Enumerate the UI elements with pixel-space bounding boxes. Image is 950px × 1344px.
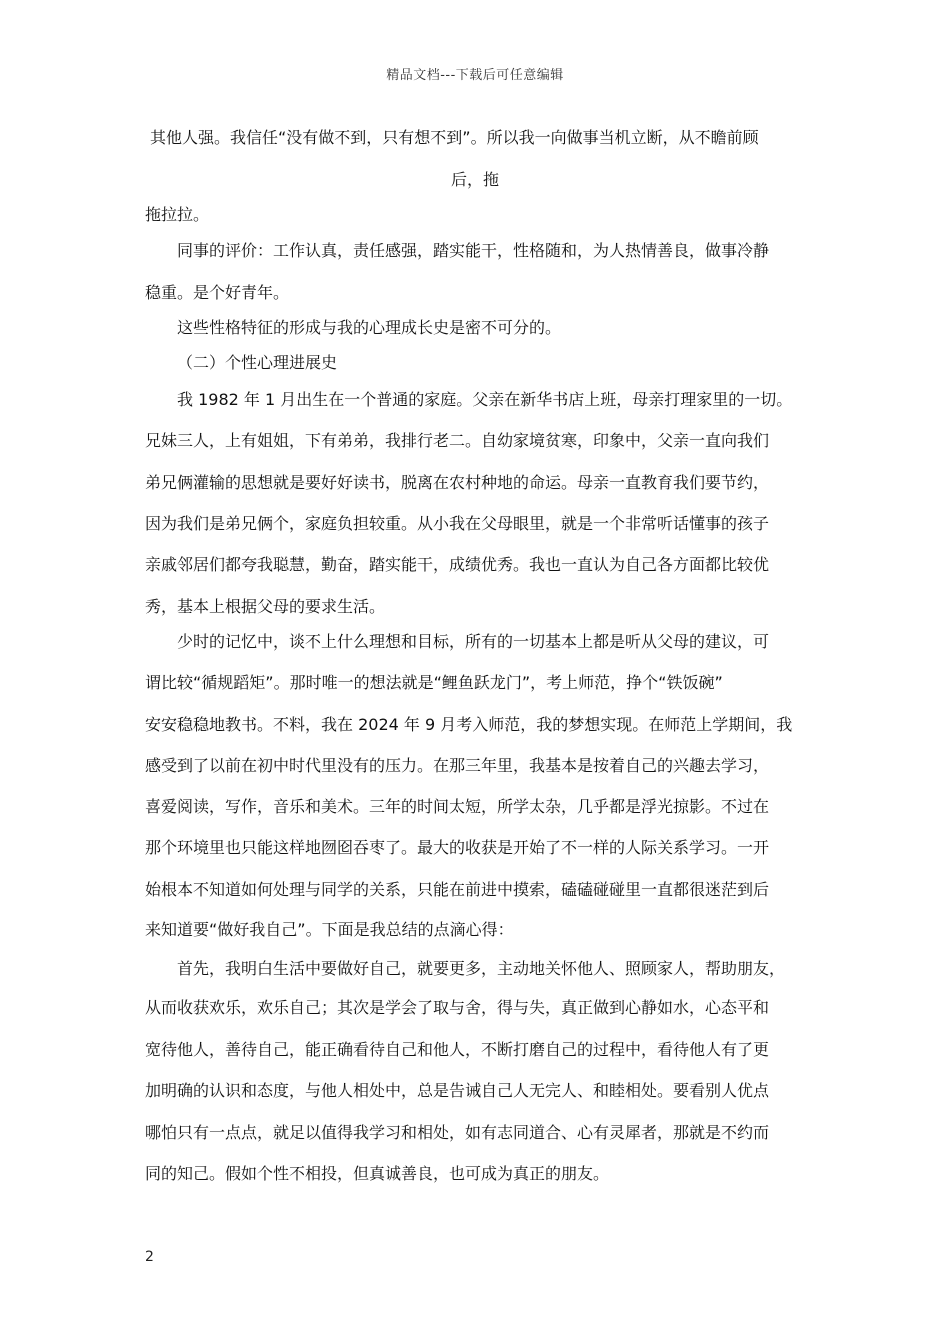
text-line: 同事的评价：工作认真，责任感强，踏实能干，性格随和，为人热情善良，做事冷静 bbox=[177, 241, 770, 260]
text-line: 安安稳稳地教书。不料，我在 2024 年 9 月考入师范，我的梦想实现。在师范上学期间，我 bbox=[145, 715, 793, 734]
text-line: 弟兄俩灌输的思想就是要好好读书，脱离在农村种地的命运。母亲一直教育我们要节约， bbox=[145, 473, 770, 492]
page-header: 精品文档---下载后可任意编辑 bbox=[386, 68, 564, 83]
text-line: 亲戚邻居们都夸我聪慧，勤奋，踏实能干，成绩优秀。我也一直认为自己各方面都比较优 bbox=[145, 555, 770, 574]
text-line: 宽待他人，善待自己，能正确看待自己和他人，不断打磨自己的过程中，看待他人有了更 bbox=[145, 1040, 770, 1059]
text-line: 我 1982 年 1 月出生在一个普通的家庭。父亲在新华书店上班，母亲打理家里的一切。 bbox=[177, 390, 793, 409]
text-line: 谓比较“循规蹈矩”。那时唯一的想法就是“鲤鱼跃龙门”，考上师范，挣个“铁饭碗” bbox=[145, 673, 723, 692]
text-line: 因为我们是弟兄俩个，家庭负担较重。从小我在父母眼里，就是一个非常听话懂事的孩子 bbox=[145, 514, 770, 533]
text-line: 后，拖 bbox=[450, 170, 499, 189]
section-heading: （二）个性心理进展史 bbox=[177, 353, 338, 372]
text-line: 同的知己。假如个性不相投，但真诚善良，也可成为真正的朋友。 bbox=[145, 1164, 610, 1183]
text-line: 少时的记忆中，谈不上什么理想和目标，所有的一切基本上都是听从父母的建议，可 bbox=[177, 632, 770, 651]
page-number: 2 bbox=[145, 1249, 154, 1265]
text-line: 来知道要“做好我自己”。下面是我总结的点滴心得： bbox=[145, 920, 514, 939]
text-line: 哪怕只有一点点，就足以值得我学习和相处，如有志同道合、心有灵犀者，那就是不约而 bbox=[145, 1123, 770, 1142]
text-line: 稳重。是个好青年。 bbox=[145, 283, 290, 302]
text-line: 感受到了以前在初中时代里没有的压力。在那三年里，我基本是按着自己的兴趣去学习， bbox=[145, 756, 770, 775]
text-line: 首先，我明白生活中要做好自己，就要更多，主动地关怀他人、照顾家人，帮助朋友， bbox=[177, 959, 786, 978]
text-line: 其他人强。我信任“没有做不到，只有想不到”。所以我一向做事当机立断，从不瞻前顾 bbox=[150, 128, 759, 147]
text-line: 这些性格特征的形成与我的心理成长史是密不可分的。 bbox=[177, 318, 562, 337]
text-line: 喜爱阅读，写作，音乐和美术。三年的时间太短，所学太杂，几乎都是浮光掠影。不过在 bbox=[145, 797, 770, 816]
text-line: 从而收获欢乐，欢乐自己；其次是学会了取与舍，得与失，真正做到心静如水，心态平和 bbox=[145, 998, 770, 1017]
text-line: 那个环境里也只能这样地囫囵吞枣了。最大的收获是开始了不一样的人际关系学习。一开 bbox=[145, 838, 770, 857]
text-line: 兄妹三人，上有姐姐，下有弟弟，我排行老二。自幼家境贫寒，印象中，父亲一直向我们 bbox=[145, 431, 770, 450]
text-line: 拖拉拉。 bbox=[145, 205, 210, 224]
text-line: 始根本不知道如何处理与同学的关系，只能在前进中摸索，磕磕碰碰里一直都很迷茫到后 bbox=[145, 880, 770, 899]
text-line: 秀，基本上根据父母的要求生活。 bbox=[145, 597, 386, 616]
text-line: 加明确的认识和态度，与他人相处中，总是告诫自己人无完人、和睦相处。要看别人优点 bbox=[145, 1081, 770, 1100]
